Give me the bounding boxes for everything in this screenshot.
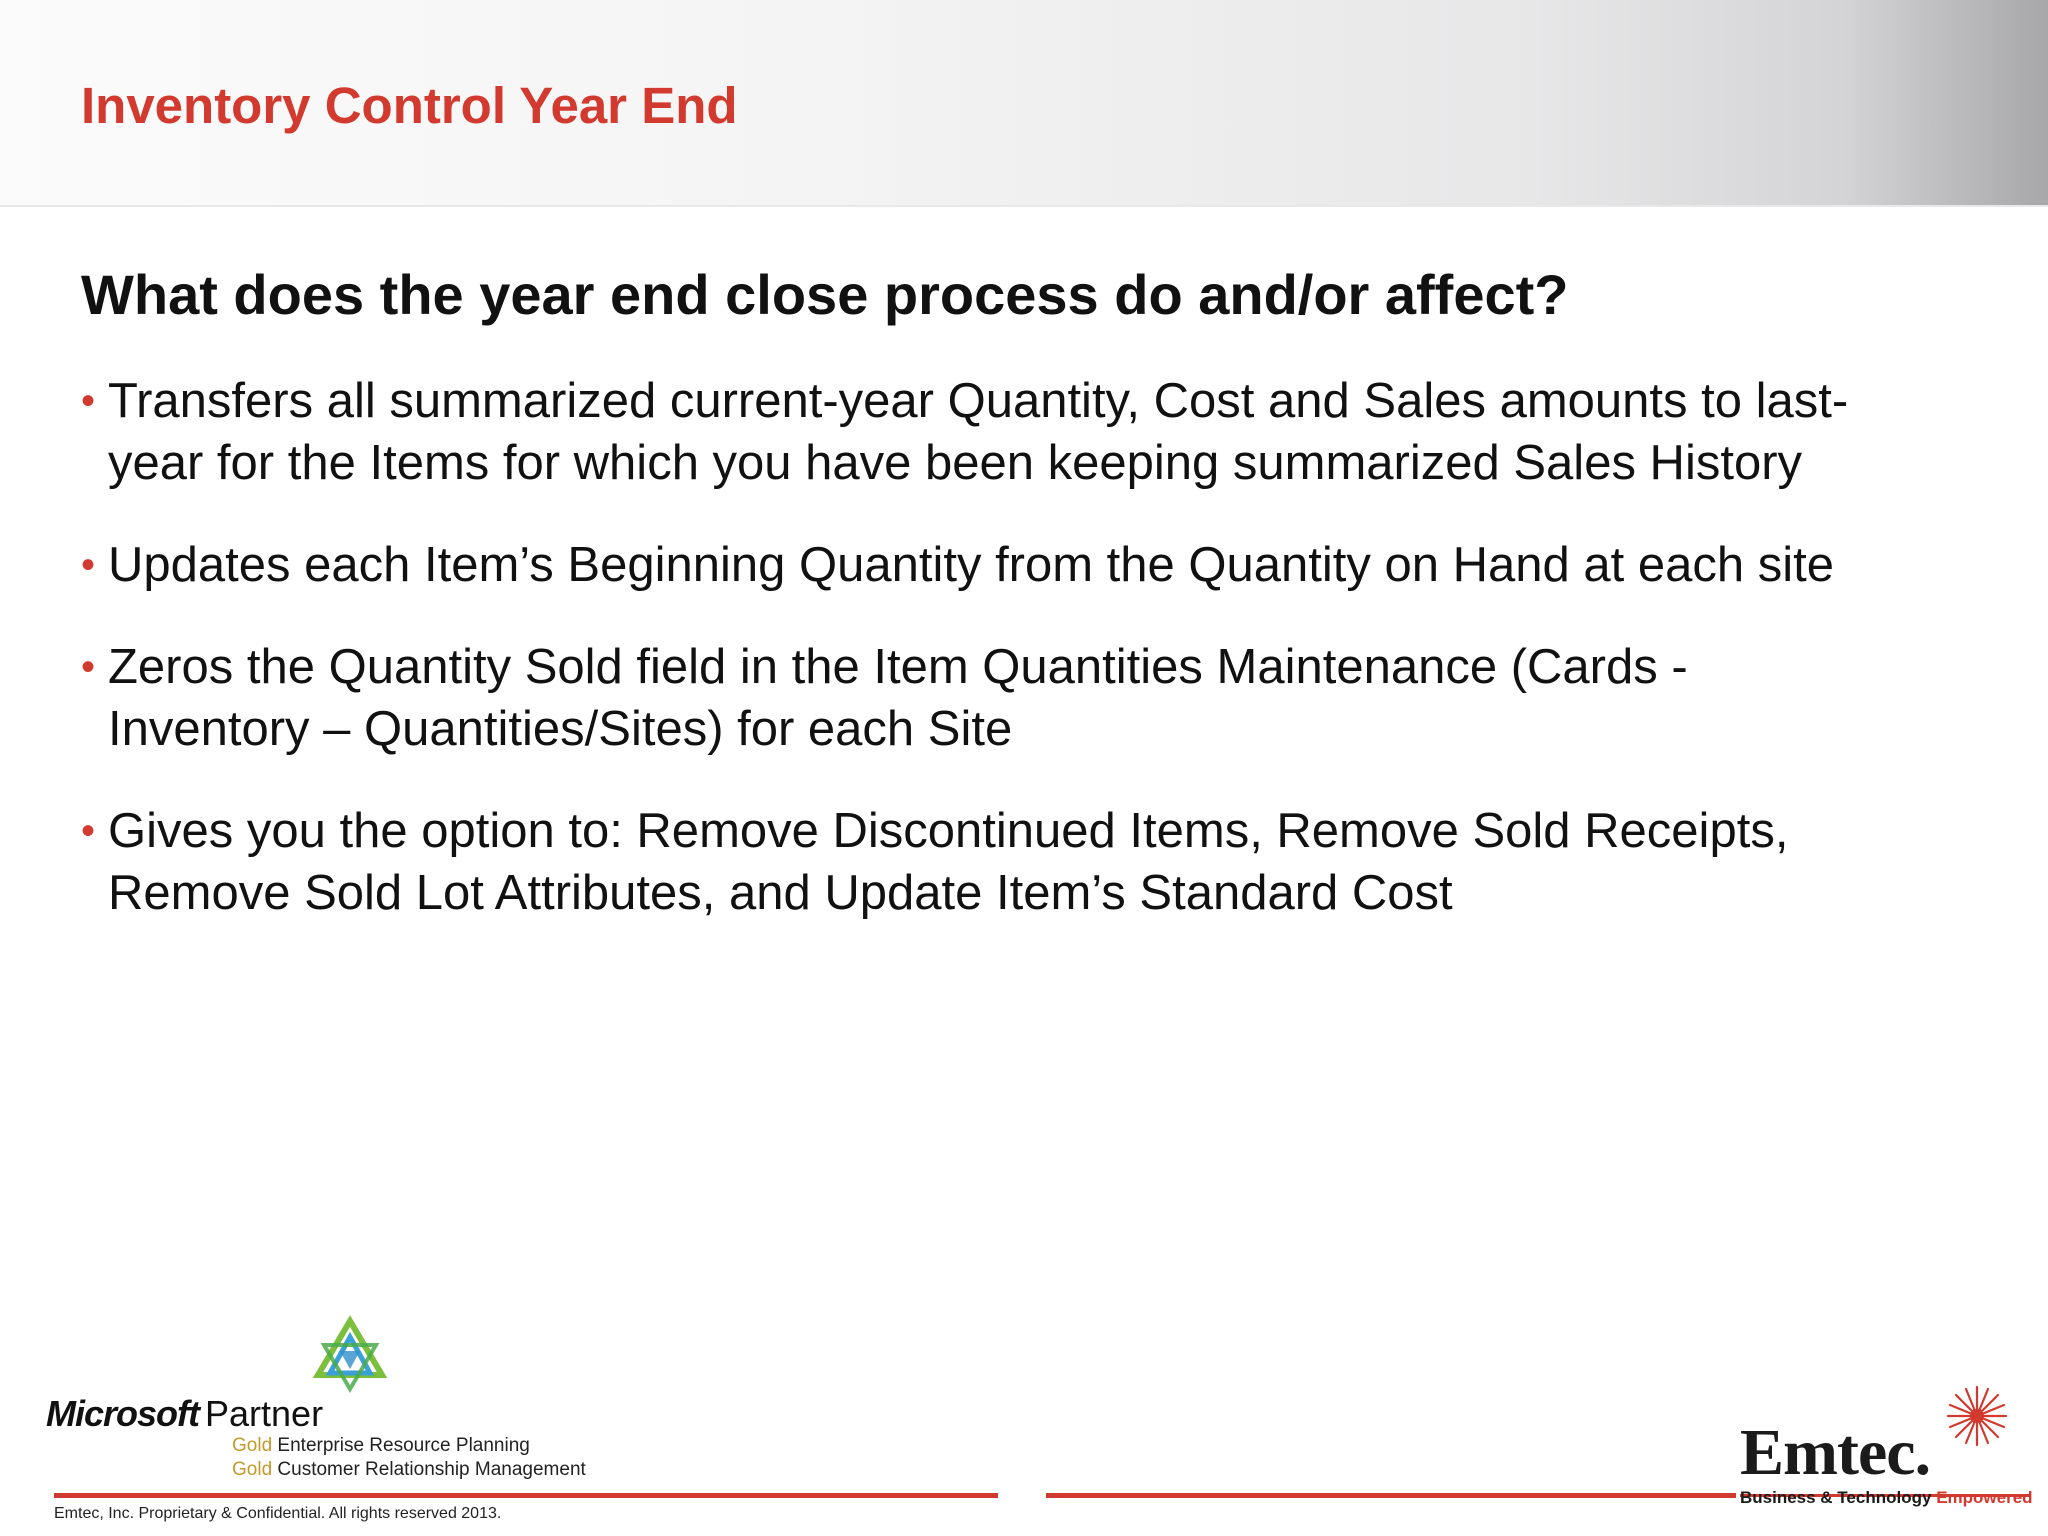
emtec-tagline: [1740, 1488, 2033, 1508]
emtec-wordmark: Emtec.: [1740, 1416, 1931, 1489]
bullet-dot-icon: •: [81, 809, 96, 853]
bullet-dot-icon: •: [81, 543, 96, 587]
bullet-item: [81, 534, 1981, 596]
bullet-text-line: year for the Items for which you have been keeping summarized Sales History: [108, 436, 1803, 490]
copyright-notice: Emtec, Inc. Proprietary & Confidential. All rights reserved 2013.: [54, 1505, 502, 1522]
slide-title: Inventory Control Year End: [81, 77, 738, 134]
emtec-logo: [1730, 1385, 2033, 1507]
microsoft-partner-emblem-icon: [310, 1315, 390, 1395]
bullet-dot-icon: •: [81, 379, 96, 423]
bullet-text-line: Updates each Item’s Beginning Quantity from the Quantity on Hand at each site: [108, 538, 1834, 592]
tagline-main: Business & Technology: [1740, 1488, 1932, 1507]
competency-line: [232, 1459, 586, 1481]
footer-divider-left: [54, 1493, 998, 1498]
bullet-text-line: Gives you the option to: Remove Discontinued Items, Remove Sold Receipts,: [108, 804, 1789, 858]
competency-area: Customer Relationship Management: [277, 1459, 586, 1480]
bullet-item: [81, 370, 1981, 494]
bullet-dot-icon: •: [81, 645, 96, 689]
microsoft-partner-logo: [46, 1315, 606, 1485]
competency-area: Enterprise Resource Planning: [277, 1435, 530, 1456]
bullet-item: [81, 636, 1981, 760]
bullet-list: [81, 370, 1981, 964]
bullet-text-line: Zeros the Quantity Sold field in the Item Quantities Maintenance (Cards -: [108, 640, 1688, 694]
bullet-text-line: Remove Sold Lot Attributes, and Update Item’s Standard Cost: [108, 866, 1453, 920]
partner-label: Partner: [205, 1393, 324, 1434]
section-heading: What does the year end close process do and/or affect?: [81, 263, 1569, 326]
footer-divider-right: [1046, 1493, 1736, 1498]
bullet-item: [81, 800, 1981, 924]
competency-line: [232, 1435, 530, 1457]
competency-level: Gold: [232, 1435, 273, 1456]
competency-level: Gold: [232, 1459, 273, 1480]
emtec-starburst-icon: [1946, 1385, 2008, 1447]
microsoft-brand: Microsoft: [46, 1393, 199, 1434]
tagline-accent: Empowered: [1936, 1488, 2033, 1507]
bullet-text-line: Inventory – Quantities/Sites) for each Site: [108, 702, 1013, 756]
bullet-text-line: Transfers all summarized current-year Quantity, Cost and Sales amounts to last-: [108, 374, 1849, 428]
microsoft-partner-wordmark: [46, 1393, 323, 1435]
